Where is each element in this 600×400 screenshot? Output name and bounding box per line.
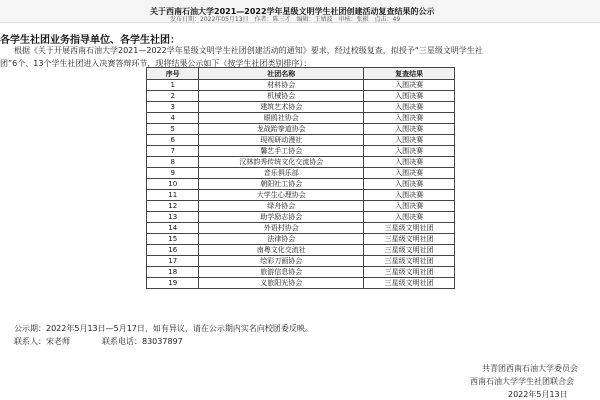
article-meta: 发布日期：2022年05月13日 作者：陈三才 编辑：王婧波 审核：张振 点击：49 <box>170 16 401 23</box>
row-index: 7 <box>147 146 199 157</box>
row-result: 入围决赛 <box>364 201 455 212</box>
row-index: 18 <box>147 267 199 278</box>
table-row <box>147 179 455 190</box>
row-result: 三星级文明社团 <box>364 267 455 278</box>
table-row <box>147 256 455 267</box>
row-result: 三星级文明社团 <box>364 278 455 289</box>
row-result: 三星级文明社团 <box>364 223 455 234</box>
table-row <box>147 190 455 201</box>
row-result: 入围决赛 <box>364 135 455 146</box>
row-index: 16 <box>147 245 199 256</box>
row-club-name: 旅游信息协会 <box>199 267 364 278</box>
header-index: 序号 <box>147 68 199 80</box>
row-club-name: 建筑艺术协会 <box>199 102 364 113</box>
row-club-name: 现视研动漫社 <box>199 135 364 146</box>
signature-org-2: 西南石油大学学生社团联合会 <box>470 377 574 386</box>
row-index: 2 <box>147 91 199 102</box>
intro-line-1: 根据《关于开展西南石油大学2021—2022学年星级文明学生社团创建活动的通知》要求，经过校级复查，拟授予“三星级文明学生社 <box>14 46 483 55</box>
publicity-notice: 公示期：2022年5月13日—5月17日，如有异议，请在公示期内实名向校团委反映。 <box>14 324 313 333</box>
table-row <box>147 146 455 157</box>
table-header-row <box>147 68 455 80</box>
row-club-name: 眼鸥社协会 <box>199 113 364 124</box>
table-row <box>147 80 455 91</box>
table-row <box>147 157 455 168</box>
row-club-name: 义旅阳光协会 <box>199 278 364 289</box>
row-index: 9 <box>147 168 199 179</box>
row-result: 入围决赛 <box>364 157 455 168</box>
row-result: 入围决赛 <box>364 146 455 157</box>
table-row <box>147 234 455 245</box>
row-result: 入围决赛 <box>364 190 455 201</box>
table-row <box>147 135 455 146</box>
row-index: 12 <box>147 201 199 212</box>
row-index: 11 <box>147 190 199 201</box>
table-row <box>147 168 455 179</box>
article-header <box>0 0 600 23</box>
row-index: 5 <box>147 124 199 135</box>
row-club-name: 机械协会 <box>199 91 364 102</box>
section-heading: 各学生社团业务指导单位、各学生社团： <box>0 35 180 46</box>
row-club-name: 助学励志协会 <box>199 212 364 223</box>
row-index: 6 <box>147 135 199 146</box>
row-result: 入围决赛 <box>364 91 455 102</box>
table-row <box>147 223 455 234</box>
row-club-name: 馨艺手工协会 <box>199 146 364 157</box>
table-row <box>147 245 455 256</box>
row-result: 入围决赛 <box>364 124 455 135</box>
row-club-name: 材料协会 <box>199 80 364 91</box>
row-club-name: 绘彩刀画协会 <box>199 256 364 267</box>
table-row <box>147 124 455 135</box>
row-result: 入围决赛 <box>364 113 455 124</box>
table-row <box>147 278 455 289</box>
row-index: 8 <box>147 157 199 168</box>
row-index: 3 <box>147 102 199 113</box>
results-table <box>146 67 455 289</box>
row-index: 19 <box>147 278 199 289</box>
row-result: 三星级文明社团 <box>364 234 455 245</box>
row-club-name: 绿舟协会 <box>199 201 364 212</box>
row-index: 1 <box>147 80 199 91</box>
row-result: 入围决赛 <box>364 80 455 91</box>
signature-date: 2022年5月13日 <box>508 390 568 399</box>
row-result: 入围决赛 <box>364 102 455 113</box>
table-row <box>147 267 455 278</box>
table-row <box>147 102 455 113</box>
row-result: 三星级文明社团 <box>364 256 455 267</box>
intro-line-2: 团”6个、13个学生社团进入决赛答辩环节，现将结果公示如下（按学生社团类别排序）： <box>0 59 312 68</box>
row-club-name: 汉林韵秀传统文化交流协会 <box>199 157 364 168</box>
header-club-name: 社团名称 <box>199 68 364 80</box>
row-result: 入围决赛 <box>364 212 455 223</box>
contact-line <box>14 336 215 347</box>
table-row <box>147 113 455 124</box>
row-club-name: 大学生心理协会 <box>199 190 364 201</box>
article-title: 关于西南石油大学2021—2022学年星级文明学生社团创建活动复查结果的公示 <box>150 7 435 16</box>
table-row <box>147 212 455 223</box>
row-result: 三星级文明社团 <box>364 245 455 256</box>
row-result: 入围决赛 <box>364 168 455 179</box>
row-club-name: 南粤文化交流社 <box>199 245 364 256</box>
table-row <box>147 91 455 102</box>
row-index: 17 <box>147 256 199 267</box>
contact-phone: 联系电话：83037897 <box>102 337 183 346</box>
row-club-name: 法律协会 <box>199 234 364 245</box>
row-index: 13 <box>147 212 199 223</box>
signature-org-1: 共青团西南石油大学委员会 <box>482 364 578 373</box>
row-index: 4 <box>147 113 199 124</box>
row-club-name: 外语村协会 <box>199 223 364 234</box>
row-index: 10 <box>147 179 199 190</box>
contact-person: 联系人：宋老师 <box>14 337 70 346</box>
row-club-name: 朝阳社工协会 <box>199 179 364 190</box>
row-club-name: 音乐俱乐部 <box>199 168 364 179</box>
row-club-name: 龙战跆拳道协会 <box>199 124 364 135</box>
header-result: 复查结果 <box>364 68 455 80</box>
row-result: 入围决赛 <box>364 179 455 190</box>
row-index: 15 <box>147 234 199 245</box>
table-row <box>147 201 455 212</box>
row-index: 14 <box>147 223 199 234</box>
